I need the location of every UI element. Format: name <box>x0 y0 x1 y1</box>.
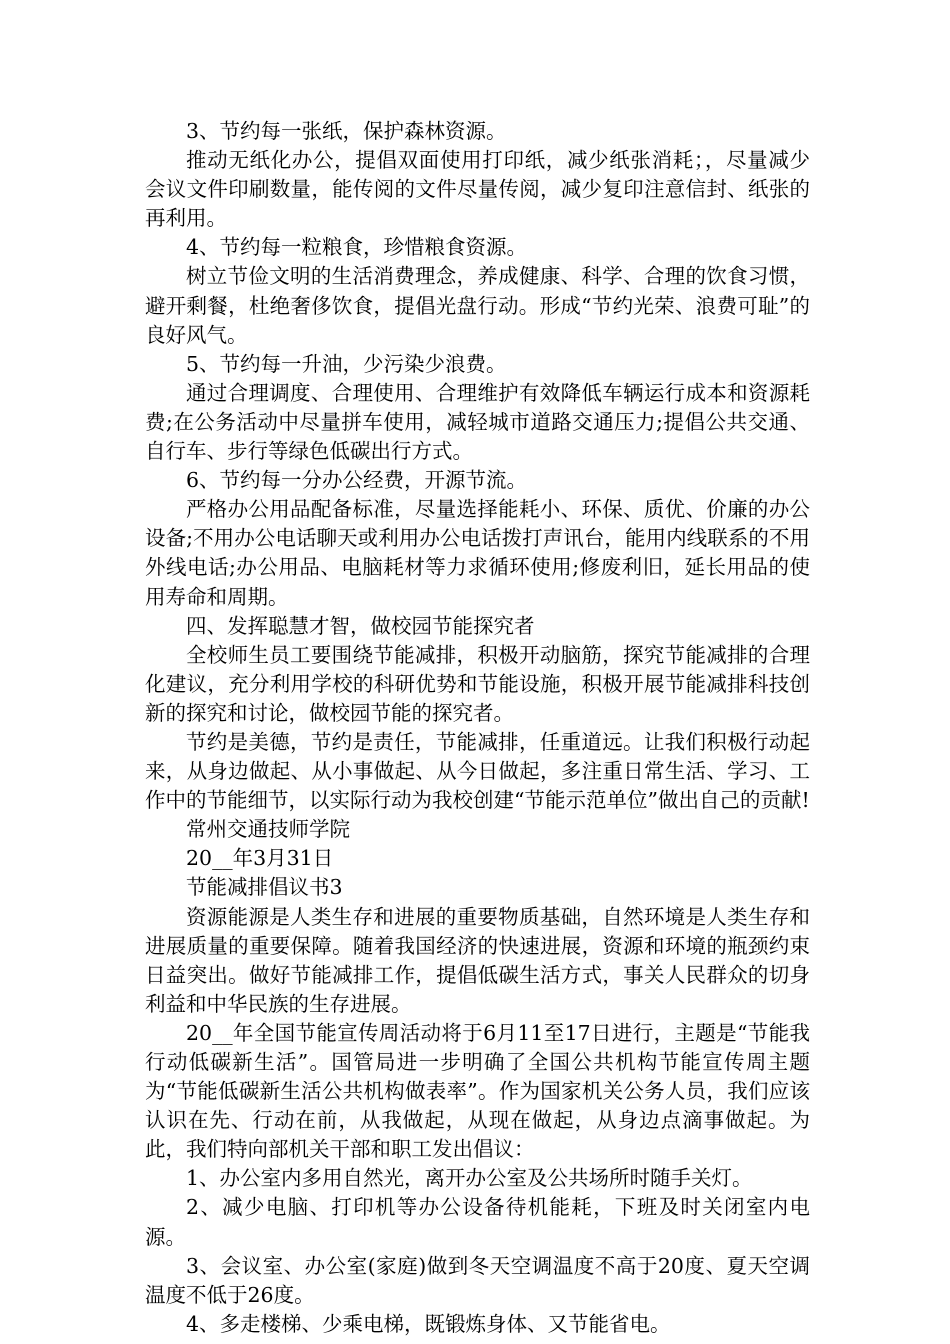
paragraph: 推动无纸化办公，提倡双面使用打印纸，减少纸张消耗；，尽量减少会议文件印刷数量，能传阅的文件尽量传阅，减少复印注意信封、纸张的再利用。 <box>145 148 810 231</box>
item-3-heading: 3、节约每一张纸，保护森林资源。 <box>186 119 507 143</box>
list-item: 4、多走楼梯、少乘电梯，既锻炼身体、又节能省电。 <box>186 1311 671 1336</box>
paragraph: 通过合理调度、合理使用、合理维护有效降低车辆运行成本和资源耗费;在公务活动中尽量拼车使用，减轻城市道路交通压力;提倡公共交通、自行车、步行等绿色低碳出行方式。 <box>145 380 810 464</box>
section-4-heading: 四、发挥聪慧才智，做校园节能探究者 <box>186 613 535 638</box>
item-4-heading: 4、节约每一粒粮食，珍惜粮食资源。 <box>186 235 528 260</box>
document-page <box>145 117 810 1339</box>
list-item: 2、减少电脑、打印机等办公设备待机能耗，下班及时关闭室内电源。 <box>145 1195 810 1249</box>
closing-paragraph: 节约是美德，节约是责任，节能减排，任重道远。让我们积极行动起来，从身边做起、从小事做起、从今日做起，多注重日常生活、学习、工作中的节能细节，以实际行动为我校创建“节能示范单位”做出自己的贡献! <box>145 729 810 813</box>
paragraph: 全校师生员工要围绕节能减排，积极开动脑筋，探究节能减排的合理化建议，充分利用学校的科研优势和节能设施，积极开展节能减排科技创新的探究和讨论，做校园节能的探究者。 <box>145 642 810 725</box>
paragraph: 严格办公用品配备标准，尽量选择能耗小、环保、质优、价廉的办公设备;不用办公电话聊天或利用办公电话拨打声讯台，能用内线联系的不用外线电话;办公用品、电脑耗材等力求循环使用;修废利旧，延长用品的使用寿命和周期。 <box>145 497 810 609</box>
signature-organization: 常州交通技师学院 <box>186 817 350 842</box>
list-item: 3、会议室、办公室(家庭)做到冬天空调温度不高于20度、夏天空调温度不低于26度。 <box>145 1253 810 1307</box>
item-6-heading: 6、节约每一分办公经费，开源节流。 <box>186 468 528 493</box>
signature-date: 20__年3月31日 <box>186 846 334 871</box>
list-item: 1、办公室内多用自然光，离开办公室及公共场所时随手关灯。 <box>186 1166 753 1191</box>
section-title: 节能减排倡议书3 <box>186 875 343 900</box>
paragraph: 资源能源是人类生存和进展的重要物质基础，自然环境是人类生存和进展质量的重要保障。随着我国经济的快速进展，资源和环境的瓶颈约束日益突出。做好节能减排工作，提倡低碳生活方式，事关人民群众的切身利益和中华民族的生存进展。 <box>145 904 810 1016</box>
paragraph: 20__年全国节能宣传周活动将于6月11至17日进行，主题是“节能我行动低碳新生活”。国管局进一步明确了全国公共机构节能宣传周主题为“节能低碳新生活公共机构做表率”。作为国家机关公务人员，我们应该认识在先、行动在前，从我做起，从现在做起，从身边点滴事做起。为此，我们特向部机关干部和职工发出倡议： <box>145 1020 810 1162</box>
paragraph: 树立节俭文明的生活消费理念，养成健康、科学、合理的饮食习惯，避开剩餐，杜绝奢侈饮食，提倡光盘行动。形成“节约光荣、浪费可耻”的良好风气。 <box>145 264 810 347</box>
item-5-heading: 5、节约每一升油，少污染少浪费。 <box>186 351 507 376</box>
